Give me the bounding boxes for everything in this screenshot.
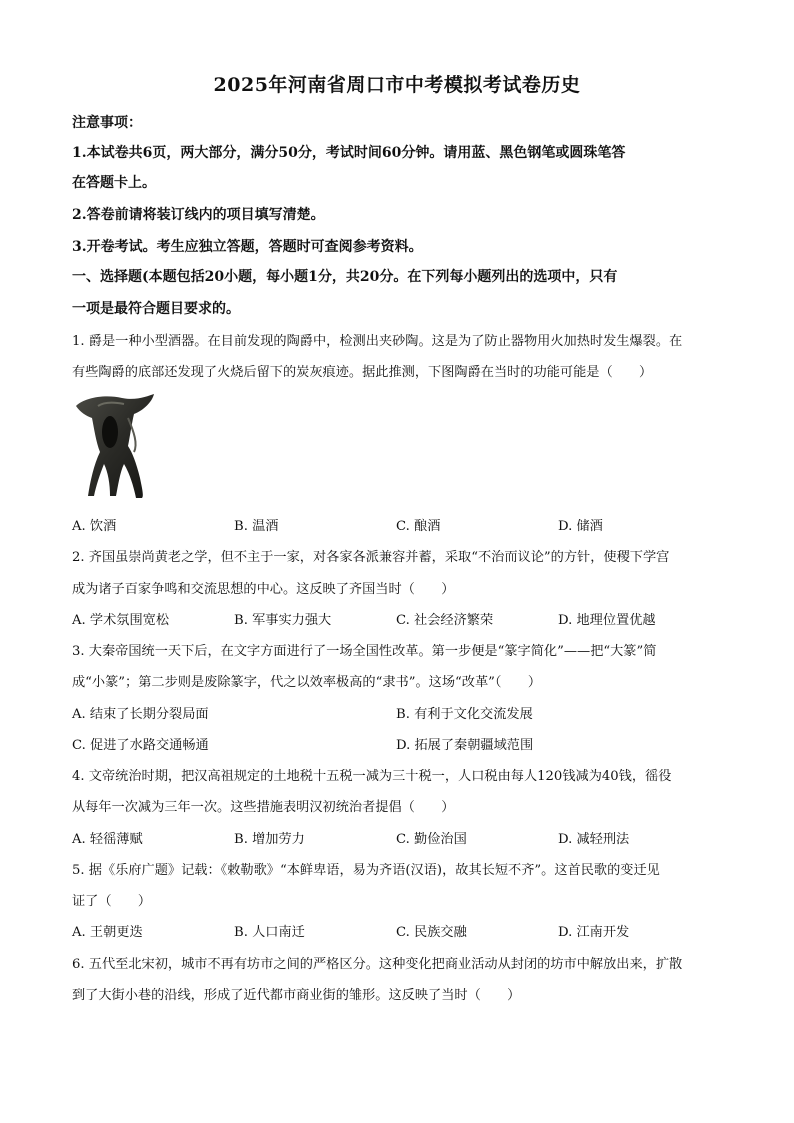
option-c: C. 促进了水路交通畅通 (72, 738, 209, 753)
option-b: B. 温酒 (234, 519, 279, 534)
option-d: D. 拓展了秦朝疆域范围 (396, 738, 534, 753)
option-c: C. 勤俭治国 (396, 832, 467, 847)
option-b: B. 人口南迁 (234, 925, 305, 940)
option-c: C. 酿酒 (396, 519, 441, 534)
question-6-text: 6. 五代至北宋初，城市不再有坊市之间的严格区分。这种变化把商业活动从封闭的坊市中解放出来，扩散 (72, 957, 683, 972)
option-d: D. 减轻刑法 (558, 832, 630, 847)
question-4-text: 从每年一次减为三年一次。这些措施表明汉初统治者提倡（ ） (72, 800, 455, 815)
question-5-text: 5. 据《乐府广题》记载：《敕勒歌》“本鲜卑语，易为齐语(汉语)，故其长短不齐”。这首民歌的变迁见 (72, 863, 660, 878)
option-c: C. 社会经济繁荣 (396, 613, 494, 628)
option-a: A. 王朝更迭 (72, 925, 143, 940)
option-d: D. 储酒 (558, 519, 603, 534)
option-b: B. 军事实力强大 (234, 613, 332, 628)
question-2-text: 2. 齐国虽崇尚黄老之学，但不主于一家，对各家各派兼容并蓄，采取“不治而议论”的方针，使稷下学宫 (72, 550, 670, 565)
notice-item: 3.开卷考试。考生应独立答题，答题时可查阅参考资料。 (72, 239, 423, 255)
question-1-text: 1. 爵是一种小型酒器。在目前发现的陶爵中，检测出夹砂陶。这是为了防止器物用火加热时发生爆裂。在 (72, 334, 683, 349)
question-2-text: 成为诸子百家争鸣和交流思想的中心。这反映了齐国当时（ ） (72, 582, 455, 597)
notice-item: 1.本试卷共6页，两大部分，满分50分，考试时间60分钟。请用蓝、黑色钢笔或圆珠笔答 (72, 145, 626, 161)
question-3-text: 成“小篆”；第二步则是废除篆字，代之以效率极高的“隶书”。这场“改革”（ ） (72, 675, 542, 690)
question-5-text: 证了（ ） (72, 894, 152, 909)
option-b: B. 有利于文化交流发展 (396, 707, 533, 722)
question-6-text: 到了大街小巷的沿线，形成了近代都市商业街的雏形。这反映了当时（ ） (72, 988, 521, 1003)
option-c: C. 民族交融 (396, 925, 467, 940)
option-a: A. 饮酒 (72, 519, 117, 534)
option-d: D. 地理位置优越 (558, 613, 656, 628)
notice-heading: 注意事项： (72, 115, 142, 131)
notice-item: 在答题卡上。 (72, 175, 156, 191)
option-a: A. 学术氛围宽松 (72, 613, 170, 628)
notice-item: 2.答卷前请将装订线内的项目填写清楚。 (72, 207, 325, 223)
section-heading: 一、选择题(本题包括20小题，每小题1分，共20分。在下列每小题列出的选项中，只有 (72, 269, 618, 285)
option-d: D. 江南开发 (558, 925, 630, 940)
question-4-text: 4. 文帝统治时期，把汉高祖规定的土地税十五税一减为三十税一，人口税由每人120钱减为40钱，徭役 (72, 769, 672, 784)
option-b: B. 增加劳力 (234, 832, 305, 847)
option-a: A. 轻徭薄赋 (72, 832, 143, 847)
question-1-text: 有些陶爵的底部还发现了火烧后留下的炭灰痕迹。据此推测，下图陶爵在当时的功能可能是（ ） (72, 365, 653, 380)
section-heading: 一项是最符合题目要求的。 (72, 301, 240, 317)
bronze-jue-image (74, 392, 156, 500)
question-3-text: 3. 大秦帝国统一天下后，在文字方面进行了一场全国性改革。第一步便是“篆字简化”——把“大篆”简 (72, 644, 657, 659)
page-title: 2025年河南省周口市中考模拟考试卷历史 (213, 74, 581, 96)
option-a: A. 结束了长期分裂局面 (72, 707, 209, 722)
